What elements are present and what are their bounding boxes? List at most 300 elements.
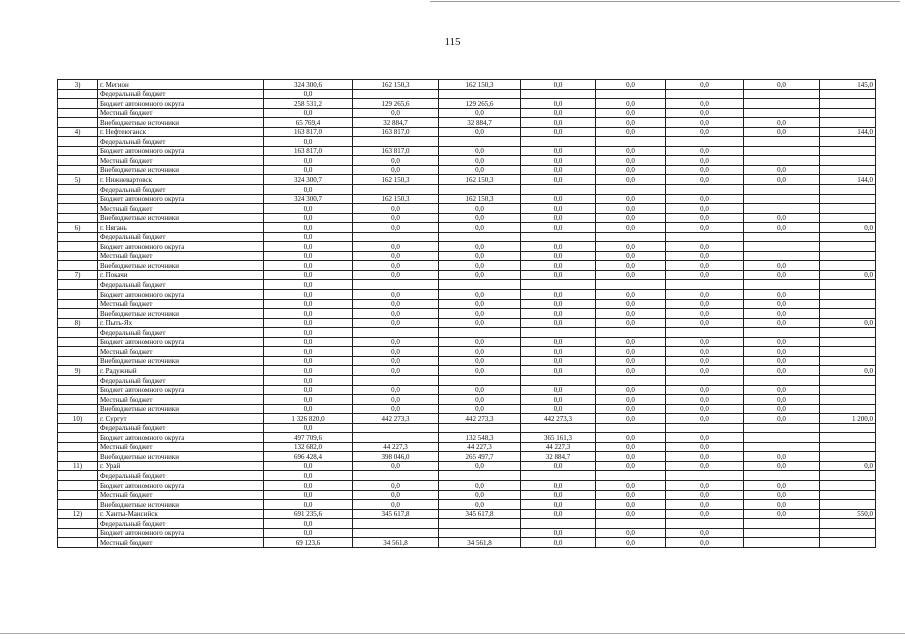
value-cell: 0,0 [439, 299, 521, 309]
value-cell: 0,0 [666, 270, 744, 280]
row-label: Бюджет автономного округа [98, 528, 264, 538]
value-cell: 365 161,3 [521, 433, 596, 443]
value-cell [820, 442, 876, 452]
value-cell [820, 471, 876, 481]
value-cell [666, 137, 744, 147]
value-cell [744, 137, 820, 147]
row-number [58, 375, 98, 385]
value-cell [744, 242, 820, 252]
budget-source-row [58, 213, 876, 223]
value-cell: 0,0 [666, 146, 744, 156]
value-cell [744, 471, 820, 481]
value-cell: 0,0 [521, 223, 596, 233]
value-cell: 0,0 [264, 261, 353, 271]
value-cell: 0,0 [353, 270, 439, 280]
value-cell [744, 232, 820, 242]
row-label: Местный бюджет [98, 108, 264, 118]
value-cell: 0,0 [264, 490, 353, 500]
value-cell: 0,0 [596, 318, 666, 328]
value-cell: 0,0 [744, 127, 820, 137]
row-number [58, 519, 98, 529]
value-cell [820, 347, 876, 357]
value-cell: 0,0 [744, 223, 820, 233]
row-label: Федеральный бюджет [98, 423, 264, 433]
value-cell: 0,0 [744, 414, 820, 424]
row-label: г. Радужный [98, 366, 264, 376]
value-cell: 0,0 [264, 471, 353, 481]
value-cell: 1 200,0 [820, 414, 876, 424]
value-cell [744, 251, 820, 261]
value-cell: 0,0 [264, 356, 353, 366]
value-cell: 0,0 [264, 395, 353, 405]
row-number [58, 194, 98, 204]
row-number [58, 290, 98, 300]
value-cell: 0,0 [264, 290, 353, 300]
value-cell: 0,0 [820, 270, 876, 280]
value-cell [596, 519, 666, 529]
value-cell [820, 337, 876, 347]
value-cell [820, 146, 876, 156]
value-cell: 0,0 [596, 461, 666, 471]
value-cell [820, 204, 876, 214]
value-cell: 0,0 [666, 452, 744, 462]
value-cell: 162 150,3 [439, 80, 521, 90]
budget-source-row [58, 89, 876, 99]
value-cell [596, 137, 666, 147]
value-cell: 144,0 [820, 175, 876, 185]
value-cell: 0,0 [264, 318, 353, 328]
value-cell [820, 395, 876, 405]
row-number [58, 299, 98, 309]
row-number [58, 204, 98, 214]
value-cell: 0,0 [666, 261, 744, 271]
value-cell: 0,0 [596, 404, 666, 414]
value-cell: 398 046,0 [353, 452, 439, 462]
value-cell: 0,0 [666, 347, 744, 357]
value-cell [439, 137, 521, 147]
row-label: Федеральный бюджет [98, 471, 264, 481]
row-label: г. Покачи [98, 270, 264, 280]
value-cell: 0,0 [439, 318, 521, 328]
budget-source-row [58, 528, 876, 538]
value-cell: 0,0 [744, 165, 820, 175]
value-cell: 0,0 [521, 337, 596, 347]
value-cell: 0,0 [521, 385, 596, 395]
row-number [58, 423, 98, 433]
value-cell: 0,0 [353, 500, 439, 510]
value-cell: 32 884,7 [439, 118, 521, 128]
value-cell [353, 232, 439, 242]
row-number: 12) [58, 509, 98, 519]
value-cell [744, 328, 820, 338]
budget-source-row [58, 290, 876, 300]
budget-source-row [58, 309, 876, 319]
budget-source-row [58, 404, 876, 414]
value-cell: 0,0 [264, 137, 353, 147]
value-cell: 0,0 [521, 299, 596, 309]
budget-source-row [58, 232, 876, 242]
value-cell: 0,0 [521, 213, 596, 223]
value-cell [439, 423, 521, 433]
value-cell [521, 280, 596, 290]
row-number [58, 99, 98, 109]
value-cell: 0,0 [744, 290, 820, 300]
value-cell: 0,0 [744, 366, 820, 376]
value-cell [820, 194, 876, 204]
value-cell: 0,0 [666, 366, 744, 376]
value-cell: 0,0 [596, 80, 666, 90]
scan-edge-top [430, 1, 900, 2]
budget-source-row [58, 299, 876, 309]
value-cell: 0,0 [439, 270, 521, 280]
value-cell: 0,0 [666, 538, 744, 548]
row-number [58, 385, 98, 395]
value-cell: 0,0 [353, 290, 439, 300]
row-label: Федеральный бюджет [98, 280, 264, 290]
row-number [58, 89, 98, 99]
value-cell [521, 519, 596, 529]
value-cell: 32 884,7 [353, 118, 439, 128]
value-cell: 0,0 [666, 480, 744, 490]
row-label: Местный бюджет [98, 299, 264, 309]
value-cell [820, 356, 876, 366]
row-number [58, 108, 98, 118]
value-cell [744, 528, 820, 538]
value-cell: 0,0 [744, 480, 820, 490]
value-cell [596, 280, 666, 290]
value-cell [596, 232, 666, 242]
value-cell: 0,0 [353, 213, 439, 223]
budget-source-row [58, 194, 876, 204]
value-cell: 0,0 [521, 395, 596, 405]
row-label: Федеральный бюджет [98, 185, 264, 195]
value-cell: 0,0 [264, 385, 353, 395]
value-cell: 0,0 [521, 347, 596, 357]
value-cell: 0,0 [596, 490, 666, 500]
row-label: г. Нягань [98, 223, 264, 233]
row-label: Федеральный бюджет [98, 328, 264, 338]
value-cell: 0,0 [264, 89, 353, 99]
row-number [58, 213, 98, 223]
value-cell: 0,0 [264, 423, 353, 433]
value-cell: 0,0 [264, 251, 353, 261]
value-cell: 0,0 [666, 509, 744, 519]
value-cell: 0,0 [439, 337, 521, 347]
budget-source-row [58, 118, 876, 128]
value-cell: 0,0 [353, 404, 439, 414]
value-cell: 0,0 [264, 528, 353, 538]
value-cell [820, 519, 876, 529]
value-cell: 0,0 [596, 175, 666, 185]
value-cell [439, 519, 521, 529]
value-cell [439, 89, 521, 99]
value-cell [353, 328, 439, 338]
value-cell: 0,0 [439, 223, 521, 233]
value-cell: 0,0 [666, 127, 744, 137]
value-cell: 0,0 [521, 108, 596, 118]
budget-source-row [58, 452, 876, 462]
value-cell: 0,0 [666, 309, 744, 319]
value-cell: 0,0 [666, 299, 744, 309]
value-cell: 132 548,3 [439, 433, 521, 443]
value-cell: 162 150,3 [353, 175, 439, 185]
value-cell: 0,0 [744, 337, 820, 347]
value-cell: 0,0 [596, 500, 666, 510]
value-cell: 0,0 [666, 99, 744, 109]
value-cell: 0,0 [353, 156, 439, 166]
value-cell [744, 280, 820, 290]
row-label: г. Урай [98, 461, 264, 471]
value-cell: 0,0 [596, 538, 666, 548]
budget-source-row [58, 156, 876, 166]
row-label: Бюджет автономного округа [98, 146, 264, 156]
row-number [58, 280, 98, 290]
value-cell: 34 561,8 [439, 538, 521, 548]
budget-table [57, 79, 876, 548]
value-cell [820, 433, 876, 443]
value-cell [744, 185, 820, 195]
row-number [58, 538, 98, 548]
value-cell: 324 300,7 [264, 194, 353, 204]
value-cell [596, 328, 666, 338]
row-number [58, 232, 98, 242]
value-cell: 0,0 [596, 299, 666, 309]
value-cell: 0,0 [596, 213, 666, 223]
value-cell [744, 146, 820, 156]
value-cell: 497 709,6 [264, 433, 353, 443]
value-cell: 0,0 [666, 442, 744, 452]
value-cell [353, 89, 439, 99]
value-cell: 0,0 [264, 404, 353, 414]
value-cell [439, 232, 521, 242]
row-number: 6) [58, 223, 98, 233]
row-label: Бюджет автономного округа [98, 290, 264, 300]
row-label: Внебюджетные источники [98, 500, 264, 510]
value-cell: 0,0 [353, 337, 439, 347]
row-number: 11) [58, 461, 98, 471]
value-cell: 0,0 [596, 270, 666, 280]
value-cell: 0,0 [666, 318, 744, 328]
value-cell [820, 299, 876, 309]
budget-source-row [58, 471, 876, 481]
value-cell [439, 528, 521, 538]
row-label: Местный бюджет [98, 538, 264, 548]
budget-source-row [58, 395, 876, 405]
value-cell: 265 497,7 [439, 452, 521, 462]
value-cell [820, 99, 876, 109]
value-cell: 0,0 [353, 165, 439, 175]
value-cell: 0,0 [521, 204, 596, 214]
row-number [58, 356, 98, 366]
budget-source-row [58, 480, 876, 490]
row-label: Местный бюджет [98, 156, 264, 166]
value-cell [820, 290, 876, 300]
row-label: г. Пыть-Ях [98, 318, 264, 328]
row-label: Бюджет автономного округа [98, 433, 264, 443]
value-cell [820, 385, 876, 395]
row-label: Бюджет автономного округа [98, 99, 264, 109]
value-cell: 0,0 [666, 385, 744, 395]
budget-source-row [58, 337, 876, 347]
value-cell [820, 232, 876, 242]
value-cell: 0,0 [596, 356, 666, 366]
row-number: 7) [58, 270, 98, 280]
value-cell: 0,0 [439, 404, 521, 414]
value-cell [820, 500, 876, 510]
value-cell: 0,0 [666, 175, 744, 185]
value-cell: 0,0 [666, 404, 744, 414]
budget-source-row [58, 538, 876, 548]
value-cell: 0,0 [521, 99, 596, 109]
value-cell: 0,0 [666, 461, 744, 471]
value-cell: 0,0 [439, 290, 521, 300]
value-cell: 0,0 [596, 395, 666, 405]
value-cell [596, 423, 666, 433]
value-cell: 696 428,4 [264, 452, 353, 462]
value-cell: 0,0 [264, 480, 353, 490]
value-cell [744, 375, 820, 385]
value-cell [353, 528, 439, 538]
row-label: г. Сургут [98, 414, 264, 424]
value-cell: 0,0 [521, 490, 596, 500]
value-cell: 0,0 [744, 80, 820, 90]
row-label: Бюджет автономного округа [98, 337, 264, 347]
value-cell: 0,0 [596, 385, 666, 395]
row-label: Внебюджетные источники [98, 261, 264, 271]
value-cell: 163 817,0 [264, 127, 353, 137]
value-cell: 0,0 [666, 194, 744, 204]
value-cell: 0,0 [439, 356, 521, 366]
value-cell: 44 227,3 [353, 442, 439, 452]
budget-source-row [58, 99, 876, 109]
value-cell: 0,0 [666, 156, 744, 166]
row-label: Внебюджетные источники [98, 309, 264, 319]
value-cell [353, 423, 439, 433]
value-cell: 0,0 [439, 347, 521, 357]
value-cell: 0,0 [521, 538, 596, 548]
row-label: Бюджет автономного округа [98, 480, 264, 490]
value-cell: 0,0 [521, 404, 596, 414]
value-cell: 0,0 [521, 366, 596, 376]
row-label: Внебюджетные источники [98, 213, 264, 223]
value-cell: 0,0 [264, 309, 353, 319]
value-cell: 442 273,3 [353, 414, 439, 424]
value-cell: 0,0 [596, 261, 666, 271]
value-cell [596, 471, 666, 481]
value-cell: 162 150,3 [353, 80, 439, 90]
value-cell [353, 137, 439, 147]
budget-source-row [58, 165, 876, 175]
budget-source-row [58, 519, 876, 529]
value-cell: 0,0 [666, 118, 744, 128]
value-cell: 162 150,3 [439, 175, 521, 185]
value-cell: 0,0 [666, 223, 744, 233]
value-cell [666, 232, 744, 242]
value-cell: 0,0 [744, 270, 820, 280]
row-number [58, 404, 98, 414]
value-cell: 0,0 [264, 185, 353, 195]
row-label: Местный бюджет [98, 204, 264, 214]
row-label: Бюджет автономного округа [98, 194, 264, 204]
value-cell: 0,0 [353, 356, 439, 366]
value-cell [439, 185, 521, 195]
value-cell [666, 280, 744, 290]
value-cell [439, 471, 521, 481]
row-number [58, 490, 98, 500]
value-cell [744, 99, 820, 109]
budget-source-row [58, 385, 876, 395]
value-cell: 0,0 [521, 261, 596, 271]
value-cell: 0,0 [666, 165, 744, 175]
budget-source-row [58, 137, 876, 147]
row-label: Бюджет автономного округа [98, 242, 264, 252]
value-cell: 0,0 [439, 309, 521, 319]
value-cell [820, 309, 876, 319]
value-cell: 0,0 [353, 366, 439, 376]
value-cell [820, 137, 876, 147]
row-number [58, 500, 98, 510]
value-cell: 0,0 [596, 366, 666, 376]
value-cell [820, 118, 876, 128]
value-cell: 0,0 [264, 328, 353, 338]
value-cell: 0,0 [264, 366, 353, 376]
value-cell [596, 185, 666, 195]
value-cell: 0,0 [521, 356, 596, 366]
row-number [58, 185, 98, 195]
value-cell: 0,0 [596, 127, 666, 137]
value-cell: 0,0 [353, 318, 439, 328]
row-number [58, 242, 98, 252]
value-cell: 0,0 [439, 204, 521, 214]
value-cell: 0,0 [596, 480, 666, 490]
budget-source-row [58, 108, 876, 118]
value-cell: 0,0 [744, 356, 820, 366]
row-number [58, 309, 98, 319]
value-cell [820, 108, 876, 118]
municipality-row [58, 270, 876, 280]
value-cell: 0,0 [521, 500, 596, 510]
value-cell: 0,0 [596, 509, 666, 519]
value-cell: 0,0 [744, 299, 820, 309]
value-cell [820, 528, 876, 538]
value-cell: 0,0 [264, 519, 353, 529]
value-cell: 0,0 [820, 318, 876, 328]
value-cell: 0,0 [521, 270, 596, 280]
value-cell: 0,0 [264, 337, 353, 347]
municipality-row [58, 509, 876, 519]
value-cell: 0,0 [744, 261, 820, 271]
value-cell: 0,0 [521, 156, 596, 166]
row-number [58, 137, 98, 147]
value-cell: 0,0 [353, 385, 439, 395]
value-cell [666, 471, 744, 481]
value-cell: 0,0 [666, 490, 744, 500]
value-cell: 0,0 [353, 395, 439, 405]
value-cell: 0,0 [439, 490, 521, 500]
value-cell: 0,0 [264, 213, 353, 223]
budget-source-row [58, 433, 876, 443]
value-cell [820, 213, 876, 223]
row-number [58, 442, 98, 452]
row-label: Внебюджетные источники [98, 452, 264, 462]
budget-source-row [58, 242, 876, 252]
row-number [58, 433, 98, 443]
budget-source-row [58, 185, 876, 195]
value-cell: 0,0 [439, 213, 521, 223]
row-label: г. Мегион [98, 80, 264, 90]
value-cell: 0,0 [744, 118, 820, 128]
value-cell: 0,0 [264, 270, 353, 280]
